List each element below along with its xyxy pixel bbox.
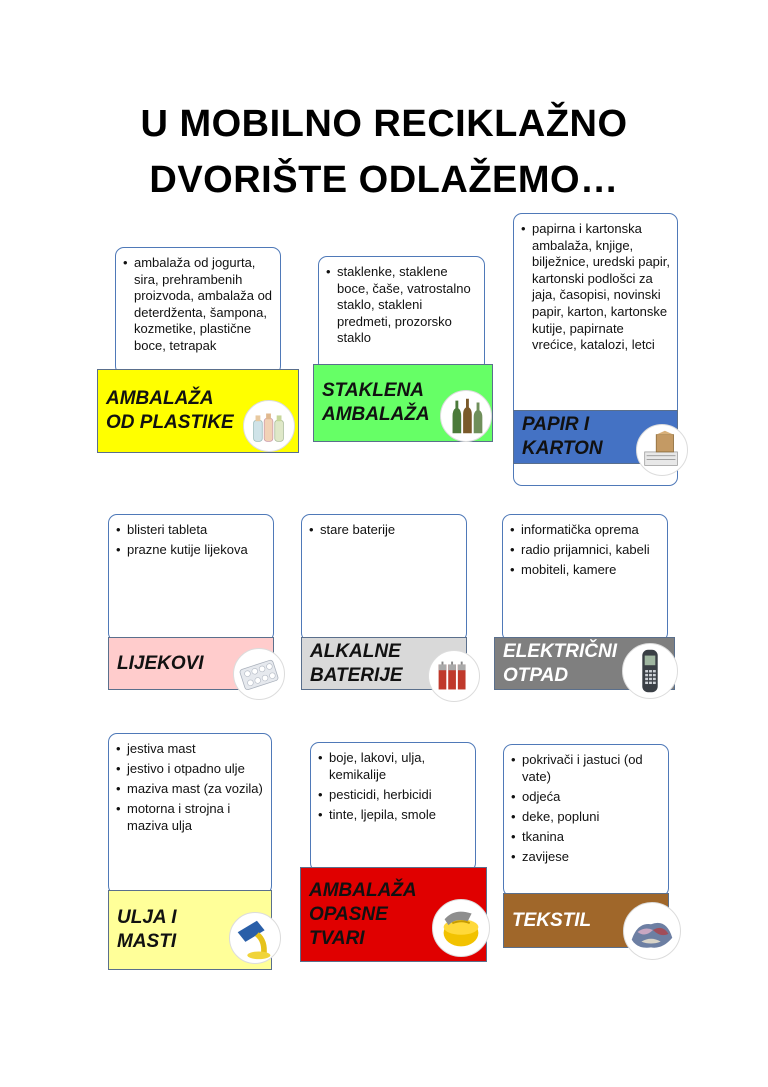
item-list: [503, 515, 667, 579]
title-line-1: U MOBILNO RECIKLAŽNO: [140, 103, 628, 145]
item-list: [514, 214, 677, 354]
list-item: • tinte, ljepila, smole: [329, 807, 469, 824]
mobile-phone-icon: [622, 643, 678, 699]
list-item: • maziva mast (za vozila): [127, 781, 265, 798]
item-list: [116, 248, 280, 355]
list-item: • stare baterije: [320, 522, 460, 539]
category-label-text: ULJA I MASTI: [117, 907, 177, 952]
list-item: • staklenke, staklene boce, čaše, vatrostalno staklo, stakleni predmeti, prozorsko staklo: [337, 264, 478, 347]
list-item: • zavijese: [522, 849, 662, 866]
category-label-text: ALKALNE BATERIJE: [310, 640, 403, 686]
list-item: • tkanina: [522, 829, 662, 846]
card-textile-items: [503, 744, 669, 897]
item-list: [311, 743, 475, 823]
pill-blister-icon: [233, 648, 285, 700]
list-item: • radio prijamnici, kabeli: [521, 542, 661, 559]
list-item: • pesticidi, herbicidi: [329, 787, 469, 804]
list-item: • mobiteli, kamere: [521, 562, 661, 579]
title-line-2: DVORIŠTE ODLAŽEMO…: [149, 159, 619, 201]
oil-pouring-icon: [229, 912, 281, 964]
list-item: • prazne kutije lijekova: [127, 542, 267, 559]
list-item: • jestiva mast: [127, 741, 265, 758]
category-label-text: PAPIR I KARTON: [522, 414, 603, 459]
card-electronic-items: [502, 514, 668, 642]
card-battery-items: [301, 514, 467, 642]
glass-bottles-icon: [440, 390, 492, 442]
paper-cardboard-icon: [636, 424, 688, 476]
category-label-text: LIJEKOVI: [117, 652, 204, 674]
paint-can-icon: [432, 899, 490, 957]
card-medicine-items: [108, 514, 274, 642]
list-item: • deke, popluni: [522, 809, 662, 826]
page-title: [0, 96, 768, 208]
list-item: • blisteri tableta: [127, 522, 267, 539]
category-label-text: AMBALAŽA OPASNE TVARI: [309, 879, 417, 949]
list-item: • informatička oprema: [521, 522, 661, 539]
list-item: • motorna i strojna i maziva ulja: [127, 801, 265, 834]
item-list: [109, 734, 271, 834]
list-item: • jestivo i otpadno ulje: [127, 761, 265, 778]
batteries-icon: [428, 650, 480, 702]
card-glass-items: [318, 256, 485, 372]
list-item: • odjeća: [522, 789, 662, 806]
category-label-text: ELEKTRIČNI OTPAD: [503, 640, 617, 686]
item-list: [302, 515, 466, 539]
category-label-text: STAKLENA AMBALAŽA: [322, 380, 430, 425]
category-label-text: AMBALAŽA OD PLASTIKE: [106, 388, 234, 433]
card-oil-items: [108, 733, 272, 895]
textile-pile-icon: [623, 902, 681, 960]
card-hazardous-items: [310, 742, 476, 872]
list-item: • ambalaža od jogurta, sira, prehrambenih proizvoda, ambalaža od deterdženta, šampona, kozmetike, plastične boce, tetrapak: [134, 255, 274, 355]
item-list: [109, 515, 273, 559]
list-item: • boje, lakovi, ulja, kemikalije: [329, 750, 469, 783]
item-list: [504, 745, 668, 866]
item-list: [319, 257, 484, 347]
list-item: • pokrivači i jastuci (od vate): [522, 752, 662, 785]
category-label-text: TEKSTIL: [512, 909, 592, 931]
card-plastic-items: [115, 247, 281, 375]
plastic-bottles-icon: [243, 400, 295, 452]
list-item: • papirna i kartonska ambalaža, knjige, bilježnice, uredski papir, kartonski podlošci za jaja, časopisi, novinski papir, karton, kartonske kutije, papirnate vrećice, katalozi, letci: [532, 221, 671, 354]
